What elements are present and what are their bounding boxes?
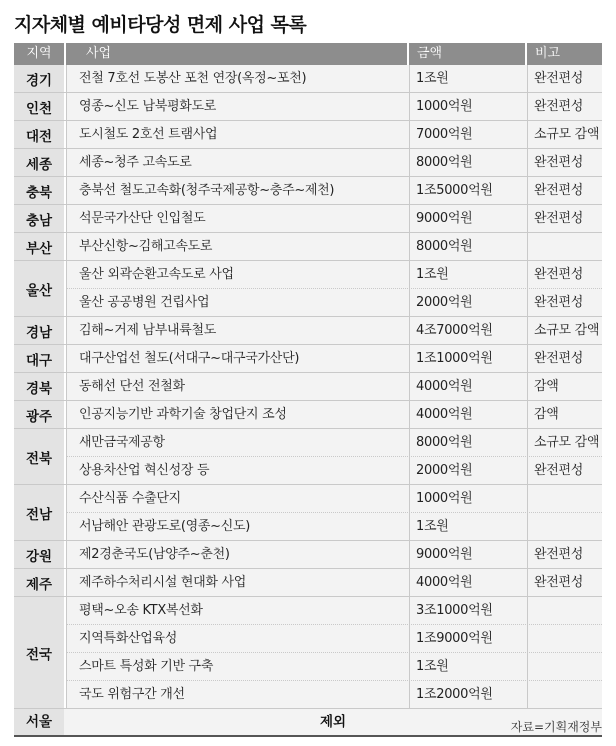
table-row: [66, 65, 602, 92]
region-group: [14, 597, 602, 709]
amount-cell: 1조원: [409, 65, 527, 92]
region-cell: 경북: [14, 373, 66, 400]
note-cell: 완전편성: [527, 177, 602, 204]
project-cell: 새만금국제공항: [66, 429, 409, 456]
region-group: [14, 177, 602, 205]
amount-cell: 9000억원: [409, 541, 527, 568]
amount-cell: 8000억원: [409, 429, 527, 456]
region-group: [14, 485, 602, 541]
project-cell: 대구산업선 철도(서대구~대구국가산단): [66, 345, 409, 372]
region-group: [14, 93, 602, 121]
region-group: [14, 401, 602, 429]
amount-cell: 8000억원: [409, 149, 527, 176]
header-note: 비고: [525, 43, 602, 65]
table-row: [66, 205, 602, 232]
table-row: [66, 373, 602, 400]
table-row: [66, 652, 602, 680]
amount-cell: 2000억원: [409, 457, 527, 484]
amount-cell: 1조9000억원: [409, 625, 527, 652]
region-group: [14, 317, 602, 345]
table-row: [66, 93, 602, 120]
region-cell: 제주: [14, 569, 66, 596]
amount-cell: 1조원: [409, 261, 527, 288]
project-cell: 제2경춘국도(남양주~춘천): [66, 541, 409, 568]
project-cell: 서남해안 관광도로(영종~신도): [66, 513, 409, 540]
amount-cell: 4000억원: [409, 569, 527, 596]
note-cell: [527, 485, 602, 512]
table-row: [66, 288, 602, 316]
table-row: [66, 401, 602, 428]
region-group: [14, 569, 602, 597]
note-cell: 완전편성: [527, 541, 602, 568]
project-cell: 국도 위험구간 개선: [66, 681, 409, 708]
project-cell: 김해~거제 남부내륙철도: [66, 317, 409, 344]
amount-cell: 1조원: [409, 653, 527, 680]
table-header: [14, 43, 602, 65]
amount-cell: 8000억원: [409, 233, 527, 260]
header-amount: 금액: [407, 43, 525, 65]
project-cell: 울산 외곽순환고속도로 사업: [66, 261, 409, 288]
note-cell: 완전편성: [527, 457, 602, 484]
table-row: [66, 121, 602, 148]
project-table: [14, 43, 602, 737]
region-group: [14, 429, 602, 485]
region-cell: 광주: [14, 401, 66, 428]
amount-cell: 4000억원: [409, 373, 527, 400]
region-group: [14, 261, 602, 317]
region-cell: 전북: [14, 429, 66, 484]
table-row: [66, 597, 602, 624]
amount-cell: 9000억원: [409, 205, 527, 232]
header-region: 지역: [26, 46, 52, 61]
note-cell: 완전편성: [527, 149, 602, 176]
project-cell: 동해선 단선 전철화: [66, 373, 409, 400]
region-group: [14, 205, 602, 233]
amount-cell: 4000억원: [409, 401, 527, 428]
amount-cell: 1조2000억원: [409, 681, 527, 708]
table-row: [66, 177, 602, 204]
excluded-label: 제외: [319, 714, 347, 730]
region-cell: 충북: [14, 177, 66, 204]
header-project: 사업: [64, 43, 407, 65]
project-cell: 충북선 철도고속화(청주국제공항~충주~제천): [66, 177, 409, 204]
table-row: [66, 233, 602, 260]
note-cell: 감액: [527, 373, 602, 400]
amount-cell: 4조7000억원: [409, 317, 527, 344]
note-cell: 완전편성: [527, 205, 602, 232]
table-row: [66, 261, 602, 288]
amount-cell: 1000억원: [409, 93, 527, 120]
project-cell: 석문국가산단 인입철도: [66, 205, 409, 232]
amount-cell: 2000억원: [409, 289, 527, 316]
project-cell: 도시철도 2호선 트램사업: [66, 121, 409, 148]
region-group: [14, 233, 602, 261]
table-row: [66, 429, 602, 456]
region-cell: 경기: [14, 65, 66, 92]
table-row: [66, 680, 602, 708]
note-cell: 완전편성: [527, 289, 602, 316]
note-cell: 완전편성: [527, 93, 602, 120]
project-cell: 울산 공공병원 건립사업: [66, 289, 409, 316]
table-row: [66, 541, 602, 568]
region-cell: 울산: [14, 261, 66, 316]
note-cell: 소규모 감액: [527, 317, 602, 344]
project-cell: 영종~신도 남북평화도로: [66, 93, 409, 120]
region-cell: 강원: [14, 541, 66, 568]
note-cell: 완전편성: [527, 261, 602, 288]
region-cell: 전국: [14, 597, 66, 708]
amount-cell: 1조원: [409, 513, 527, 540]
note-cell: [527, 681, 602, 708]
table-row: [66, 485, 602, 512]
amount-cell: 3조1000억원: [409, 597, 527, 624]
table-body: [14, 65, 602, 709]
region-cell: 부산: [14, 233, 66, 260]
amount-cell: 7000억원: [409, 121, 527, 148]
note-cell: [527, 513, 602, 540]
region-cell: 인천: [14, 93, 66, 120]
region-group: [14, 345, 602, 373]
note-cell: [527, 625, 602, 652]
note-cell: [527, 653, 602, 680]
project-cell: 세종~청주 고속도로: [66, 149, 409, 176]
source-note: 자료=기획재정부: [510, 720, 602, 734]
table-row: [66, 512, 602, 540]
table-row: [66, 317, 602, 344]
region-group: [14, 373, 602, 401]
project-cell: 평택~오송 KTX복선화: [66, 597, 409, 624]
project-cell: 스마트 특성화 기반 구축: [66, 653, 409, 680]
region-cell: 세종: [14, 149, 66, 176]
note-cell: [527, 597, 602, 624]
table-row: [66, 345, 602, 372]
region-cell: 경남: [14, 317, 66, 344]
region-cell: 대전: [14, 121, 66, 148]
note-cell: 완전편성: [527, 569, 602, 596]
table-row: [66, 149, 602, 176]
note-cell: 감액: [527, 401, 602, 428]
region-cell: 서울: [14, 709, 64, 735]
amount-cell: 1000억원: [409, 485, 527, 512]
region-group: [14, 121, 602, 149]
project-cell: 부산신항~김해고속도로: [66, 233, 409, 260]
table-row: [66, 624, 602, 652]
note-cell: 소규모 감액: [527, 429, 602, 456]
region-cell: 대구: [14, 345, 66, 372]
project-cell: 전철 7호선 도봉산 포천 연장(옥정~포천): [66, 65, 409, 92]
note-cell: 소규모 감액: [527, 121, 602, 148]
project-cell: 상용차산업 혁신성장 등: [66, 457, 409, 484]
table-row: [66, 456, 602, 484]
page-title: 지자체별 예비타당성 면제 사업 목록: [14, 14, 307, 36]
project-cell: 지역특화산업육성: [66, 625, 409, 652]
amount-cell: 1조1000억원: [409, 345, 527, 372]
amount-cell: 1조5000억원: [409, 177, 527, 204]
note-cell: 완전편성: [527, 345, 602, 372]
region-group: [14, 65, 602, 93]
region-cell: 충남: [14, 205, 66, 232]
project-cell: 인공지능기반 과학기술 창업단지 조성: [66, 401, 409, 428]
region-group: [14, 149, 602, 177]
project-cell: 제주하수처리시설 현대화 사업: [66, 569, 409, 596]
region-group: [14, 541, 602, 569]
project-cell: 수산식품 수출단지: [66, 485, 409, 512]
note-cell: [527, 233, 602, 260]
note-cell: 완전편성: [527, 65, 602, 92]
table-row: [66, 569, 602, 596]
region-cell: 전남: [14, 485, 66, 540]
